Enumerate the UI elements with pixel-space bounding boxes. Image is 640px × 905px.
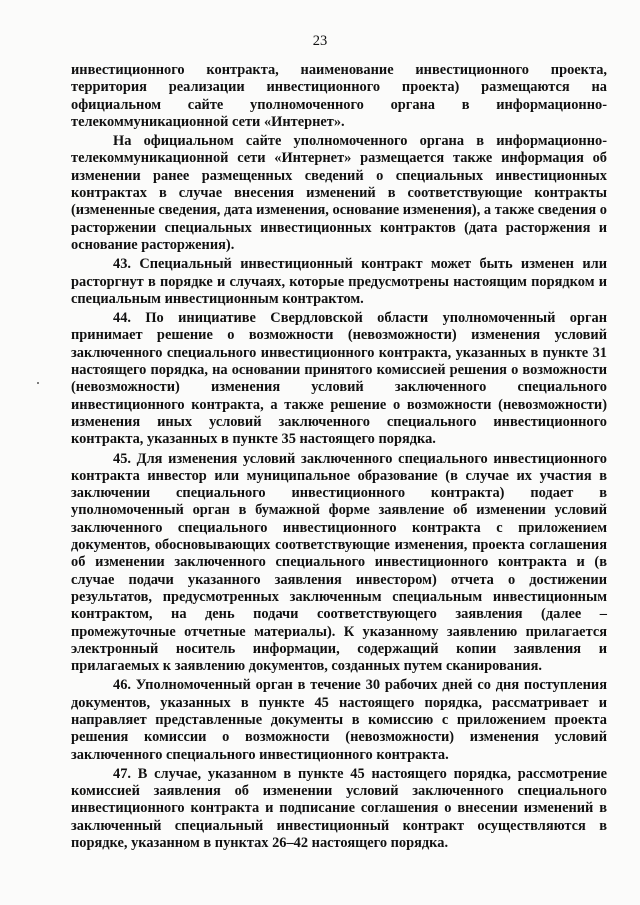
paragraph-website-info: На официальном сайте уполномоченного органа в информационно-телекоммуникационной сети «Интернет» размещается также информация об изменении ранее размещенных сведений о специальных инвестиционных контрактах в случае внесения изменений в соответствующие контракты (измененные сведения, дата изменения, основание изменения), а также сведения о расторжении специальных инвестиционных контрактов (дата расторжения и основание расторжения). [71, 133, 607, 253]
paragraph-clause-47: 47. В случае, указанном в пункте 45 настоящего порядка, рассмотрение комиссией заявления об изменении условий заключенного специального инвестиционного контракта и подписание соглашения о внесении изменений в заключенный специальный инвестиционный контракт осуществляются в порядке, указанном в пунктах 26–42 настоящего порядка. [71, 765, 607, 852]
paragraph-continuation: инвестиционного контракта, наименование инвестиционного проекта, территория реализации инвестиционного проекта) размещаются на официальном сайте уполномоченного органа в информационно-телекоммуникационной сети «Интернет». [71, 62, 607, 130]
paragraph-clause-45: 45. Для изменения условий заключенного специального инвестиционного контракта инвестор или муниципальное образование (в случае их участия в заключении специального инвестиционного контракта) подает в уполномоченный орган в бумажной форме заявление об изменении условий заключенного специального инвестиционного контракта с приложением документов, обосновывающих соответствующие изменения, проекта соглашения об изменении заключенного специального инвестиционного контракта и (в случае подачи указанного заявления инвестором) отчета о достижении результатов, предусмотренных заключенным специальным инвестиционным контрактом, на день подачи соответствующего заявления (далее – промежуточные отчетные материалы). К указанному заявлению прилагается электронный носитель информации, содержащий копии заявления и прилагаемых к заявлению документов, созданных путем сканирования. [71, 450, 607, 675]
paragraph-clause-43: 43. Специальный инвестиционный контракт может быть изменен или расторгнут в порядке и случаях, которые предусмотрены настоящим порядком и специальным инвестиционным контрактом. [71, 256, 607, 307]
paragraph-clause-46: 46. Уполномоченный орган в течение 30 рабочих дней со дня поступления документов, указанных в пункте 45 настоящего порядка, рассматривает и направляет представленные документы в комиссию с приложением проекта решения комиссии о возможности (невозможности) изменения условий заключенного специального инвестиционного контракта. [71, 677, 607, 763]
paragraph-clause-44: 44. По инициативе Свердловской области уполномоченный орган принимает решение о возможности (невозможности) изменения условий заключенного специального инвестиционного контракта, указанных в пункте 31 настоящего порядка, на основании принятого комиссией решения о возможности (невозможности) изменения условий заключенного специального инвестиционного контракта, а также решение о возможности (невозможности) изменения иных условий заключенного специального инвестиционного контракта, указанных в пункте 35 настоящего порядка. [71, 310, 607, 448]
page-number: 23 [312, 33, 328, 49]
document-body [71, 62, 607, 852]
scan-speck [37, 382, 39, 384]
